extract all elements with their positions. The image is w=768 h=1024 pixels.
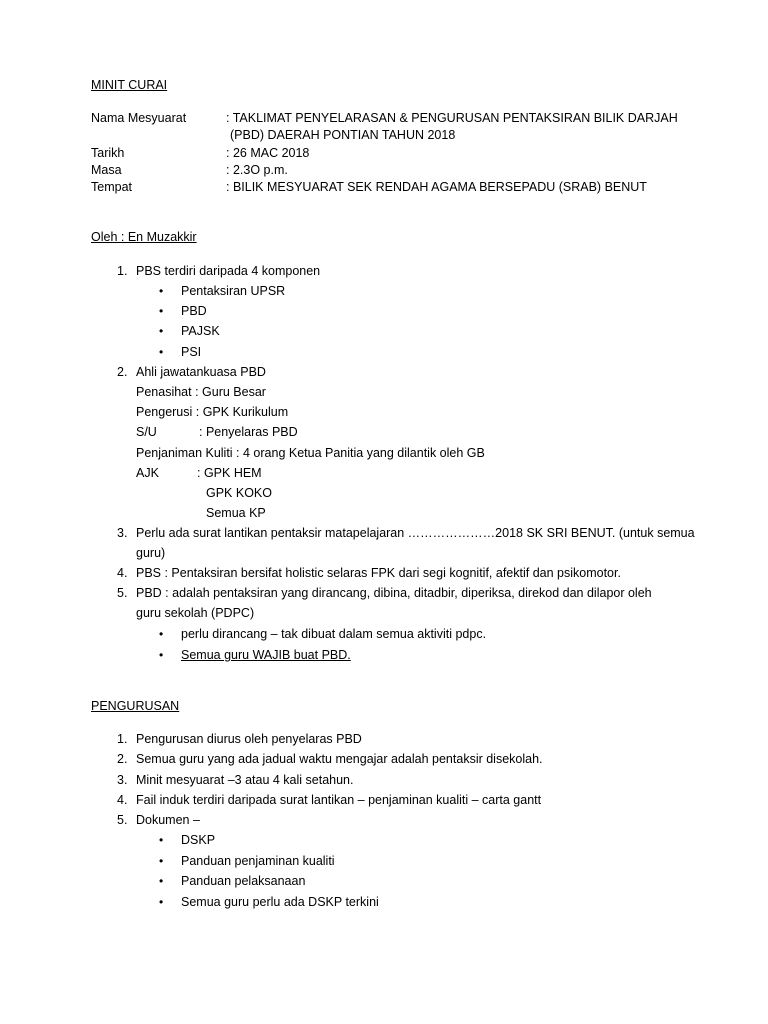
- list-item-text: PBS terdiri daripada 4 komponen: [136, 264, 321, 278]
- meta-value-tarikh: : 26 MAC 2018: [226, 146, 310, 160]
- meta-label-tempat: Tempat: [91, 180, 132, 194]
- bullet-icon: •: [159, 833, 164, 847]
- bullet-icon: •: [159, 895, 164, 909]
- committee-line: Penjaniman Kuliti : 4 orang Ketua Panitia yang dilantik oleh GB: [136, 446, 485, 460]
- bullet-item: DSKP: [181, 833, 216, 847]
- list-item-text: Pengurusan diurus oleh penyelaras PBD: [136, 732, 362, 746]
- committee-line: Penasihat : Guru Besar: [136, 385, 266, 399]
- list-item-text: Minit mesyuarat –3 atau 4 kali setahun.: [136, 773, 354, 787]
- section-heading-oleh: Oleh : En Muzakkir: [91, 230, 197, 244]
- bullet-icon: •: [159, 854, 164, 868]
- bullet-item: Pentaksiran UPSR: [181, 284, 286, 298]
- list-number: 3.: [117, 526, 128, 540]
- list-item-text: PBS : Pentaksiran bersifat holistic selaras FPK dari segi kognitif, afektif dan psikomotor.: [136, 566, 621, 580]
- list-item-text: PBD : adalah pentaksiran yang dirancang, dibina, ditadbir, diperiksa, direkod dan dilapor oleh: [136, 586, 652, 600]
- committee-su-value: : Penyelaras PBD: [199, 425, 298, 439]
- committee-ajk-value: GPK KOKO: [206, 486, 272, 500]
- list-number: 4.: [117, 793, 128, 807]
- bullet-icon: •: [159, 648, 164, 662]
- committee-ajk-value: Semua KP: [206, 506, 266, 520]
- committee-ajk-value: : GPK HEM: [197, 466, 262, 480]
- list-number: 1.: [117, 732, 128, 746]
- bullet-icon: •: [159, 874, 164, 888]
- bullet-icon: •: [159, 345, 164, 359]
- bullet-item: Semua guru perlu ada DSKP terkini: [181, 895, 379, 909]
- list-item-text-cont: guru): [136, 546, 166, 560]
- bullet-item: PAJSK: [181, 324, 220, 338]
- meta-value-masa: : 2.3O p.m.: [226, 163, 288, 177]
- bullet-item: Panduan penjaminan kualiti: [181, 854, 335, 868]
- meta-value-nama-cont: (PBD) DAERAH PONTIAN TAHUN 2018: [230, 128, 456, 142]
- document-title: MINIT CURAI: [91, 78, 168, 92]
- meta-label-masa: Masa: [91, 163, 122, 177]
- bullet-item: Panduan pelaksanaan: [181, 874, 306, 888]
- list-number: 3.: [117, 773, 128, 787]
- list-number: 2.: [117, 752, 128, 766]
- bullet-item: PBD: [181, 304, 207, 318]
- bullet-icon: •: [159, 627, 164, 641]
- bullet-item: perlu dirancang – tak dibuat dalam semua aktiviti pdpc.: [181, 627, 487, 641]
- bullet-item-emphasis: Semua guru WAJIB buat PBD.: [181, 648, 351, 662]
- bullet-icon: •: [159, 284, 164, 298]
- meta-label-nama: Nama Mesyuarat: [91, 111, 187, 125]
- list-number: 4.: [117, 566, 128, 580]
- meta-value-nama: : TAKLIMAT PENYELARASAN & PENGURUSAN PENTAKSIRAN BILIK DARJAH: [226, 111, 678, 125]
- list-number: 5.: [117, 586, 128, 600]
- list-item-text-cont: guru sekolah (PDPC): [136, 606, 255, 620]
- list-number: 5.: [117, 813, 128, 827]
- bullet-item: PSI: [181, 345, 202, 359]
- meta-value-tempat: : BILIK MESYUARAT SEK RENDAH AGAMA BERSEPADU (SRAB) BENUT: [226, 180, 647, 194]
- list-item-text: Semua guru yang ada jadual waktu mengajar adalah pentaksir disekolah.: [136, 752, 543, 766]
- list-item-text: Perlu ada surat lantikan pentaksir matapelajaran …………………2018 SK SRI BENUT. (untuk semua: [136, 526, 695, 540]
- bullet-icon: •: [159, 324, 164, 338]
- committee-line: Pengerusi : GPK Kurikulum: [136, 405, 289, 419]
- bullet-icon: •: [159, 304, 164, 318]
- list-item-text: Fail induk terdiri daripada surat lantikan – penjaminan kualiti – carta gantt: [136, 793, 542, 807]
- committee-ajk-label: AJK: [136, 466, 159, 480]
- committee-su-label: S/U: [136, 425, 157, 439]
- list-number: 2.: [117, 365, 128, 379]
- list-number: 1.: [117, 264, 128, 278]
- section-heading-pengurusan: PENGURUSAN: [91, 699, 180, 713]
- list-item-text: Dokumen –: [136, 813, 200, 827]
- list-item-text: Ahli jawatankuasa PBD: [136, 365, 266, 379]
- meta-label-tarikh: Tarikh: [91, 146, 125, 160]
